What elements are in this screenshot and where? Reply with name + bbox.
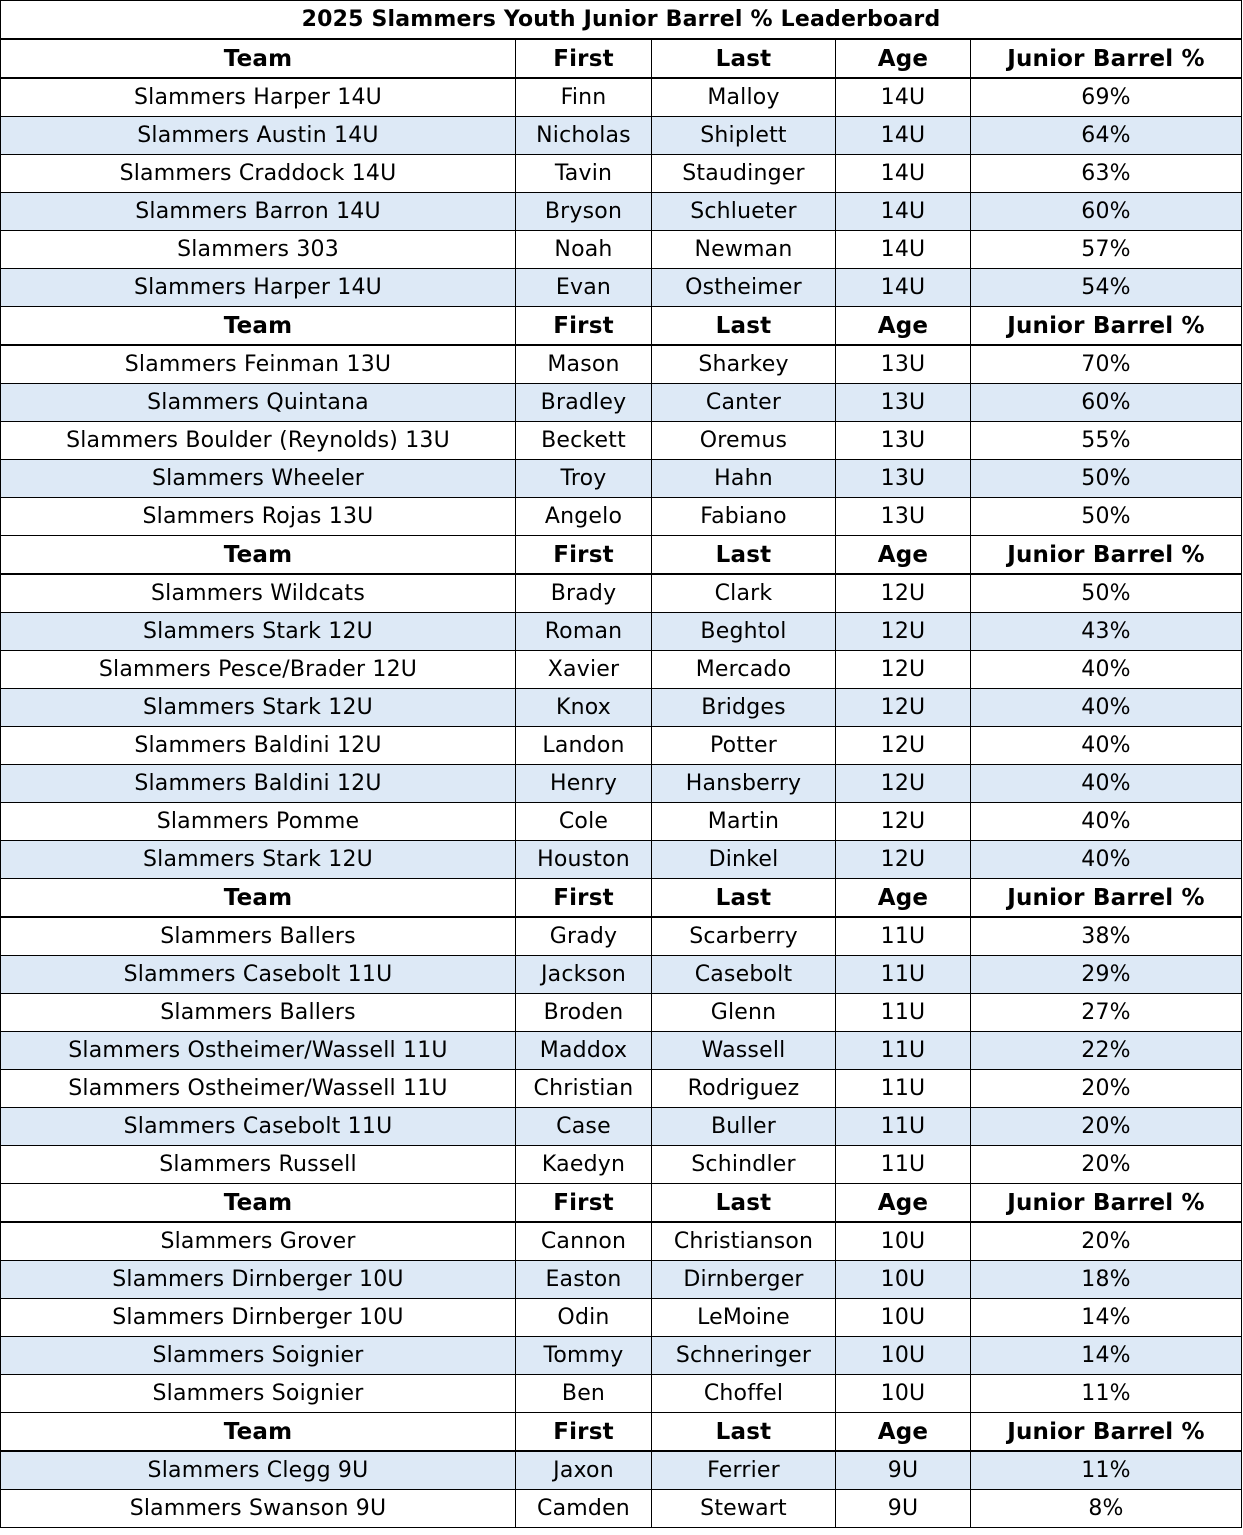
cell-team: Slammers Ostheimer/Wassell 11U bbox=[1, 1032, 516, 1070]
cell-age: 11U bbox=[836, 1146, 971, 1184]
cell-team: Slammers Stark 12U bbox=[1, 689, 516, 727]
cell-team: Slammers Casebolt 11U bbox=[1, 956, 516, 994]
cell-last: Sharkey bbox=[652, 345, 836, 384]
cell-junior-barrel-pct: 55% bbox=[971, 422, 1242, 460]
table-row bbox=[1, 231, 1242, 269]
cell-team: Slammers Stark 12U bbox=[1, 841, 516, 879]
cell-age: 14U bbox=[836, 78, 971, 117]
column-header-team: Team bbox=[1, 307, 516, 346]
cell-first: Evan bbox=[516, 269, 652, 307]
cell-last: Hansberry bbox=[652, 765, 836, 803]
cell-junior-barrel-pct: 40% bbox=[971, 803, 1242, 841]
cell-age: 11U bbox=[836, 1032, 971, 1070]
column-header-row bbox=[1, 39, 1242, 78]
cell-first: Ben bbox=[516, 1375, 652, 1413]
cell-last: Rodriguez bbox=[652, 1070, 836, 1108]
cell-first: Brady bbox=[516, 574, 652, 613]
cell-age: 14U bbox=[836, 117, 971, 155]
cell-age: 13U bbox=[836, 460, 971, 498]
cell-first: Odin bbox=[516, 1299, 652, 1337]
table-row bbox=[1, 345, 1242, 384]
cell-age: 14U bbox=[836, 155, 971, 193]
cell-age: 12U bbox=[836, 689, 971, 727]
cell-age: 12U bbox=[836, 841, 971, 879]
cell-first: Camden bbox=[516, 1490, 652, 1528]
cell-last: Hahn bbox=[652, 460, 836, 498]
cell-first: Maddox bbox=[516, 1032, 652, 1070]
cell-last: Clark bbox=[652, 574, 836, 613]
cell-first: Kaedyn bbox=[516, 1146, 652, 1184]
leaderboard-title: 2025 Slammers Youth Junior Barrel % Leaderboard bbox=[1, 1, 1242, 40]
table-row bbox=[1, 1299, 1242, 1337]
cell-first: Case bbox=[516, 1108, 652, 1146]
cell-age: 14U bbox=[836, 193, 971, 231]
cell-first: Xavier bbox=[516, 651, 652, 689]
table-row bbox=[1, 956, 1242, 994]
cell-first: Nicholas bbox=[516, 117, 652, 155]
column-header-junior-barrel-pct: Junior Barrel % bbox=[971, 307, 1242, 346]
cell-team: Slammers Clegg 9U bbox=[1, 1451, 516, 1490]
column-header-team: Team bbox=[1, 536, 516, 575]
cell-team: Slammers Baldini 12U bbox=[1, 727, 516, 765]
table-row bbox=[1, 117, 1242, 155]
cell-first: Broden bbox=[516, 994, 652, 1032]
cell-team: Slammers Stark 12U bbox=[1, 613, 516, 651]
table-row bbox=[1, 1032, 1242, 1070]
cell-junior-barrel-pct: 40% bbox=[971, 651, 1242, 689]
cell-team: Slammers Soignier bbox=[1, 1375, 516, 1413]
cell-junior-barrel-pct: 50% bbox=[971, 460, 1242, 498]
cell-age: 12U bbox=[836, 574, 971, 613]
cell-first: Cole bbox=[516, 803, 652, 841]
column-header-age: Age bbox=[836, 879, 971, 918]
cell-junior-barrel-pct: 50% bbox=[971, 574, 1242, 613]
table-row bbox=[1, 1222, 1242, 1261]
table-row bbox=[1, 422, 1242, 460]
cell-first: Finn bbox=[516, 78, 652, 117]
table-row bbox=[1, 155, 1242, 193]
cell-age: 12U bbox=[836, 765, 971, 803]
cell-first: Jaxon bbox=[516, 1451, 652, 1490]
column-header-first: First bbox=[516, 879, 652, 918]
cell-junior-barrel-pct: 20% bbox=[971, 1070, 1242, 1108]
table-row bbox=[1, 1375, 1242, 1413]
column-header-row bbox=[1, 536, 1242, 575]
cell-age: 11U bbox=[836, 917, 971, 956]
cell-junior-barrel-pct: 11% bbox=[971, 1451, 1242, 1490]
cell-junior-barrel-pct: 22% bbox=[971, 1032, 1242, 1070]
cell-last: Bridges bbox=[652, 689, 836, 727]
cell-age: 14U bbox=[836, 231, 971, 269]
table-row bbox=[1, 384, 1242, 422]
cell-age: 10U bbox=[836, 1261, 971, 1299]
cell-team: Slammers Pesce/Brader 12U bbox=[1, 651, 516, 689]
cell-last: Beghtol bbox=[652, 613, 836, 651]
cell-age: 10U bbox=[836, 1222, 971, 1261]
cell-age: 11U bbox=[836, 1070, 971, 1108]
column-header-first: First bbox=[516, 536, 652, 575]
cell-team: Slammers Dirnberger 10U bbox=[1, 1261, 516, 1299]
table-row bbox=[1, 1261, 1242, 1299]
cell-last: Schindler bbox=[652, 1146, 836, 1184]
cell-last: Mercado bbox=[652, 651, 836, 689]
cell-junior-barrel-pct: 40% bbox=[971, 841, 1242, 879]
cell-first: Houston bbox=[516, 841, 652, 879]
cell-last: Christianson bbox=[652, 1222, 836, 1261]
column-header-last: Last bbox=[652, 1413, 836, 1452]
cell-age: 9U bbox=[836, 1451, 971, 1490]
column-header-first: First bbox=[516, 307, 652, 346]
cell-junior-barrel-pct: 54% bbox=[971, 269, 1242, 307]
cell-junior-barrel-pct: 57% bbox=[971, 231, 1242, 269]
column-header-age: Age bbox=[836, 1413, 971, 1452]
cell-age: 13U bbox=[836, 384, 971, 422]
column-header-last: Last bbox=[652, 536, 836, 575]
cell-age: 14U bbox=[836, 269, 971, 307]
cell-last: Schlueter bbox=[652, 193, 836, 231]
table-row bbox=[1, 727, 1242, 765]
title-row bbox=[1, 1, 1242, 40]
column-header-team: Team bbox=[1, 1413, 516, 1452]
cell-age: 10U bbox=[836, 1375, 971, 1413]
cell-age: 13U bbox=[836, 345, 971, 384]
cell-team: Slammers Craddock 14U bbox=[1, 155, 516, 193]
column-header-age: Age bbox=[836, 536, 971, 575]
cell-last: Canter bbox=[652, 384, 836, 422]
column-header-first: First bbox=[516, 1184, 652, 1223]
table-row bbox=[1, 1490, 1242, 1528]
cell-junior-barrel-pct: 38% bbox=[971, 917, 1242, 956]
cell-junior-barrel-pct: 8% bbox=[971, 1490, 1242, 1528]
cell-age: 11U bbox=[836, 1108, 971, 1146]
cell-junior-barrel-pct: 20% bbox=[971, 1108, 1242, 1146]
cell-last: Glenn bbox=[652, 994, 836, 1032]
cell-junior-barrel-pct: 40% bbox=[971, 727, 1242, 765]
cell-team: Slammers Wheeler bbox=[1, 460, 516, 498]
cell-junior-barrel-pct: 27% bbox=[971, 994, 1242, 1032]
cell-first: Bradley bbox=[516, 384, 652, 422]
cell-first: Tommy bbox=[516, 1337, 652, 1375]
column-header-last: Last bbox=[652, 1184, 836, 1223]
cell-junior-barrel-pct: 40% bbox=[971, 765, 1242, 803]
cell-first: Henry bbox=[516, 765, 652, 803]
cell-last: Schneringer bbox=[652, 1337, 836, 1375]
cell-team: Slammers Ballers bbox=[1, 917, 516, 956]
table-row bbox=[1, 269, 1242, 307]
cell-last: Stewart bbox=[652, 1490, 836, 1528]
cell-first: Grady bbox=[516, 917, 652, 956]
cell-team: Slammers Soignier bbox=[1, 1337, 516, 1375]
cell-last: Shiplett bbox=[652, 117, 836, 155]
table-row bbox=[1, 498, 1242, 536]
cell-junior-barrel-pct: 60% bbox=[971, 384, 1242, 422]
cell-team: Slammers Feinman 13U bbox=[1, 345, 516, 384]
cell-first: Mason bbox=[516, 345, 652, 384]
cell-junior-barrel-pct: 69% bbox=[971, 78, 1242, 117]
cell-age: 12U bbox=[836, 651, 971, 689]
cell-age: 12U bbox=[836, 613, 971, 651]
cell-age: 10U bbox=[836, 1299, 971, 1337]
cell-junior-barrel-pct: 63% bbox=[971, 155, 1242, 193]
cell-team: Slammers Ballers bbox=[1, 994, 516, 1032]
cell-first: Cannon bbox=[516, 1222, 652, 1261]
cell-junior-barrel-pct: 20% bbox=[971, 1222, 1242, 1261]
cell-age: 13U bbox=[836, 498, 971, 536]
cell-junior-barrel-pct: 29% bbox=[971, 956, 1242, 994]
cell-team: Slammers Swanson 9U bbox=[1, 1490, 516, 1528]
column-header-team: Team bbox=[1, 1184, 516, 1223]
column-header-last: Last bbox=[652, 879, 836, 918]
cell-last: Scarberry bbox=[652, 917, 836, 956]
cell-team: Slammers Pomme bbox=[1, 803, 516, 841]
cell-team: Slammers Harper 14U bbox=[1, 269, 516, 307]
cell-team: Slammers Russell bbox=[1, 1146, 516, 1184]
cell-team: Slammers Harper 14U bbox=[1, 78, 516, 117]
cell-age: 9U bbox=[836, 1490, 971, 1528]
table-row bbox=[1, 1337, 1242, 1375]
cell-team: Slammers Baldini 12U bbox=[1, 765, 516, 803]
cell-first: Jackson bbox=[516, 956, 652, 994]
cell-team: Slammers Ostheimer/Wassell 11U bbox=[1, 1070, 516, 1108]
cell-age: 10U bbox=[836, 1337, 971, 1375]
cell-junior-barrel-pct: 64% bbox=[971, 117, 1242, 155]
cell-team: Slammers Quintana bbox=[1, 384, 516, 422]
cell-first: Knox bbox=[516, 689, 652, 727]
cell-last: Choffel bbox=[652, 1375, 836, 1413]
cell-last: Wassell bbox=[652, 1032, 836, 1070]
table-row bbox=[1, 574, 1242, 613]
table-row bbox=[1, 803, 1242, 841]
column-header-team: Team bbox=[1, 879, 516, 918]
table-row bbox=[1, 994, 1242, 1032]
cell-last: Martin bbox=[652, 803, 836, 841]
cell-junior-barrel-pct: 11% bbox=[971, 1375, 1242, 1413]
cell-first: Bryson bbox=[516, 193, 652, 231]
table-row bbox=[1, 1108, 1242, 1146]
cell-team: Slammers Barron 14U bbox=[1, 193, 516, 231]
column-header-team: Team bbox=[1, 39, 516, 78]
column-header-age: Age bbox=[836, 1184, 971, 1223]
cell-first: Easton bbox=[516, 1261, 652, 1299]
cell-last: Dinkel bbox=[652, 841, 836, 879]
table-row bbox=[1, 917, 1242, 956]
column-header-junior-barrel-pct: Junior Barrel % bbox=[971, 1184, 1242, 1223]
column-header-row bbox=[1, 1413, 1242, 1452]
cell-team: Slammers Austin 14U bbox=[1, 117, 516, 155]
cell-junior-barrel-pct: 40% bbox=[971, 689, 1242, 727]
table-row bbox=[1, 1070, 1242, 1108]
cell-junior-barrel-pct: 60% bbox=[971, 193, 1242, 231]
cell-junior-barrel-pct: 20% bbox=[971, 1146, 1242, 1184]
column-header-age: Age bbox=[836, 307, 971, 346]
cell-team: Slammers Boulder (Reynolds) 13U bbox=[1, 422, 516, 460]
cell-first: Beckett bbox=[516, 422, 652, 460]
cell-team: Slammers Wildcats bbox=[1, 574, 516, 613]
table-row bbox=[1, 1451, 1242, 1490]
cell-age: 12U bbox=[836, 727, 971, 765]
cell-junior-barrel-pct: 18% bbox=[971, 1261, 1242, 1299]
cell-last: Oremus bbox=[652, 422, 836, 460]
cell-team: Slammers Dirnberger 10U bbox=[1, 1299, 516, 1337]
cell-first: Angelo bbox=[516, 498, 652, 536]
table-row bbox=[1, 193, 1242, 231]
column-header-row bbox=[1, 1184, 1242, 1223]
cell-first: Troy bbox=[516, 460, 652, 498]
cell-age: 11U bbox=[836, 956, 971, 994]
table-row bbox=[1, 1146, 1242, 1184]
cell-last: Malloy bbox=[652, 78, 836, 117]
column-header-first: First bbox=[516, 39, 652, 78]
cell-team: Slammers Casebolt 11U bbox=[1, 1108, 516, 1146]
cell-last: Buller bbox=[652, 1108, 836, 1146]
column-header-age: Age bbox=[836, 39, 971, 78]
cell-last: Dirnberger bbox=[652, 1261, 836, 1299]
column-header-row bbox=[1, 307, 1242, 346]
cell-first: Tavin bbox=[516, 155, 652, 193]
cell-last: Ferrier bbox=[652, 1451, 836, 1490]
cell-junior-barrel-pct: 43% bbox=[971, 613, 1242, 651]
table-row bbox=[1, 613, 1242, 651]
column-header-junior-barrel-pct: Junior Barrel % bbox=[971, 39, 1242, 78]
table-row bbox=[1, 460, 1242, 498]
cell-last: Fabiano bbox=[652, 498, 836, 536]
table-row bbox=[1, 841, 1242, 879]
cell-first: Christian bbox=[516, 1070, 652, 1108]
cell-age: 12U bbox=[836, 803, 971, 841]
column-header-row bbox=[1, 879, 1242, 918]
cell-last: Staudinger bbox=[652, 155, 836, 193]
cell-team: Slammers 303 bbox=[1, 231, 516, 269]
column-header-junior-barrel-pct: Junior Barrel % bbox=[971, 879, 1242, 918]
cell-last: Potter bbox=[652, 727, 836, 765]
cell-age: 11U bbox=[836, 994, 971, 1032]
table-row bbox=[1, 78, 1242, 117]
column-header-junior-barrel-pct: Junior Barrel % bbox=[971, 1413, 1242, 1452]
column-header-last: Last bbox=[652, 307, 836, 346]
cell-first: Noah bbox=[516, 231, 652, 269]
cell-last: Casebolt bbox=[652, 956, 836, 994]
column-header-first: First bbox=[516, 1413, 652, 1452]
table-row bbox=[1, 765, 1242, 803]
table-row bbox=[1, 689, 1242, 727]
cell-team: Slammers Grover bbox=[1, 1222, 516, 1261]
cell-last: LeMoine bbox=[652, 1299, 836, 1337]
cell-junior-barrel-pct: 50% bbox=[971, 498, 1242, 536]
cell-age: 13U bbox=[836, 422, 971, 460]
column-header-last: Last bbox=[652, 39, 836, 78]
table-row bbox=[1, 651, 1242, 689]
cell-junior-barrel-pct: 14% bbox=[971, 1337, 1242, 1375]
cell-junior-barrel-pct: 14% bbox=[971, 1299, 1242, 1337]
column-header-junior-barrel-pct: Junior Barrel % bbox=[971, 536, 1242, 575]
cell-first: Roman bbox=[516, 613, 652, 651]
cell-last: Ostheimer bbox=[652, 269, 836, 307]
cell-junior-barrel-pct: 70% bbox=[971, 345, 1242, 384]
cell-team: Slammers Rojas 13U bbox=[1, 498, 516, 536]
cell-last: Newman bbox=[652, 231, 836, 269]
cell-first: Landon bbox=[516, 727, 652, 765]
